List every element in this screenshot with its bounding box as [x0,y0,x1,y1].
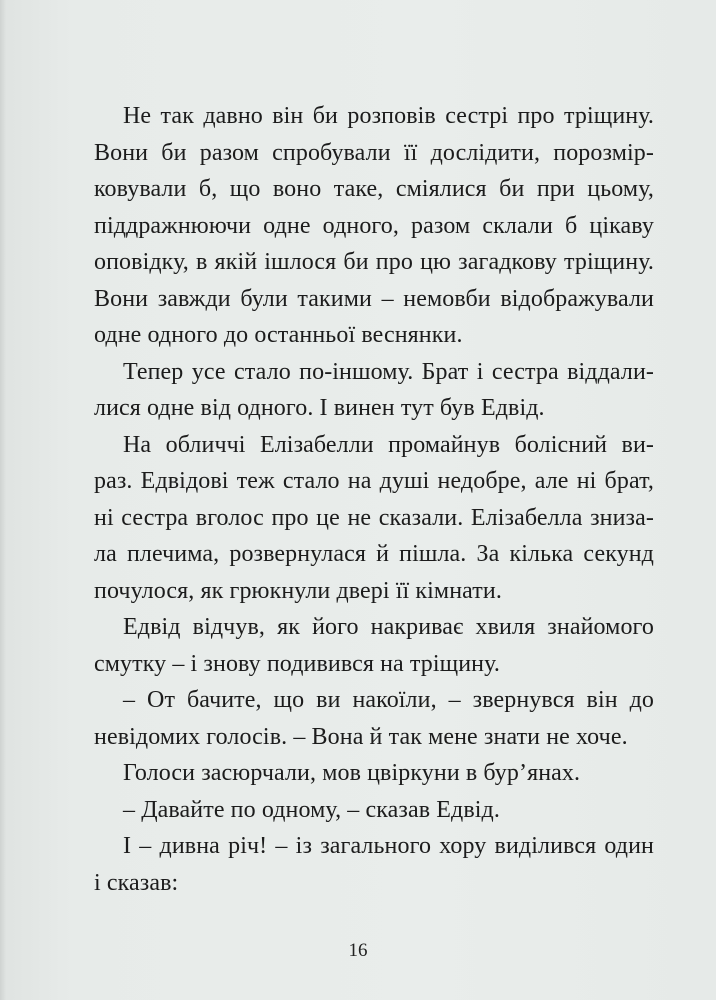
text-line: Вони завжди були такими – немовби відображували [94,285,654,312]
text-line: піддражнюючи одне одного, разом склали б цікаву [94,212,654,239]
text-line: І – дивна річ! – із загального хору виділився один [123,833,654,859]
page-number: 16 [348,940,368,961]
text-line: ковували б, що воно таке, сміялися би при цьому, [94,176,654,202]
text-line: почулося, як грюкнули двері її кімнати. [94,577,502,604]
text-line: смутку – і знову подивився на тріщину. [94,650,500,677]
paragraph-6 [94,755,654,792]
paragraph-1 [94,98,654,354]
paragraph-7 [94,792,654,829]
body-text [94,98,654,901]
text-line: – От бачите, що ви накоїли, – звернувся він до [123,687,654,713]
text-line: Едвід відчув, як його накриває хвиля знайомого [123,614,654,640]
paragraph-5 [94,682,654,755]
text-line: невідомих голосів. – Вона й так мене знати не хоче. [94,723,628,750]
text-line: і сказав: [94,869,179,896]
text-line: На обличчі Елізабелли промайнув болісний ви- [123,431,654,458]
text-line: – Давайте по одному, – сказав Едвід. [123,796,500,823]
text-line: ні сестра вголос про це не сказали. Елізабелла зниза- [94,504,654,531]
text-line: Голоси засюрчали, мов цвіркуни в бур’янах. [123,760,581,786]
text-line: Тепер усе стало по-іншому. Брат і сестра віддали- [123,358,654,385]
text-line: одне одного до останньої веснянки. [94,322,463,348]
text-line: оповідку, в якій ішлося би про цю загадкову тріщину. [94,249,654,275]
paragraph-8 [94,828,654,901]
text-line: раз. Едвідові теж стало на душі недобре, але ні брат, [94,468,654,494]
text-line: Не так давно він би розповів сестрі про тріщину. [123,103,654,129]
paragraph-3 [94,427,654,610]
paragraph-4 [94,609,654,682]
text-line: Вони би разом спробували її дослідити, порозмір- [94,139,654,166]
paragraph-2 [94,354,654,427]
text-line: лися одне від одного. І винен тут був Едвід. [94,395,545,421]
text-line: ла плечима, розвернулася й пішла. За кілька секунд [94,541,654,567]
